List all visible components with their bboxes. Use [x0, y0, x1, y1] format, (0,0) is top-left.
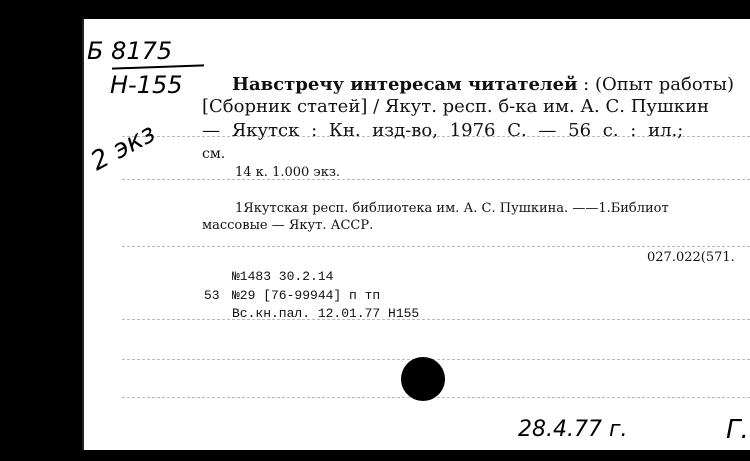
subjects: 1Якутская респ. библиотека им. А. С. Пушкина. ——1.Библиот: [235, 201, 669, 216]
card-edge: [82, 19, 84, 450]
chamber-stamp: Вс.кн.пал. 12.01.77 Н155: [232, 306, 420, 321]
rule-line: [122, 359, 750, 360]
publication: — Якутск : Кн. изд-во, 1976 С. — 56 с. : ил.;: [202, 120, 684, 141]
title: Навстречу интересам читателей: [232, 74, 578, 95]
shelf-mark-code: Н-155: [110, 71, 183, 99]
corner-mark: Г.: [726, 415, 749, 445]
rule-line: [122, 246, 750, 247]
price-run: 14 к. 1.000 экз.: [235, 165, 341, 180]
shelf-mark: Б 8175: [87, 37, 173, 65]
copies-note: 2 экз: [85, 118, 161, 177]
subjects-cont: массовые — Якут. АССР.: [202, 218, 374, 233]
order-prefix: 53: [204, 288, 220, 303]
rule-line: [122, 319, 750, 320]
order-number: №29 [76-99944] п тп: [232, 288, 381, 303]
rule-line: [122, 179, 750, 180]
subtitle: [Сборник статей] / Якут. респ. б-ка им. А. С. Пушкин: [202, 96, 709, 117]
title-rest: : (Опыт работы): [583, 74, 734, 95]
rule-line: [122, 397, 750, 398]
record-number: №1483 30.2.14: [232, 269, 334, 284]
dimensions: см.: [202, 146, 226, 162]
date-note: 28.4.77 г.: [518, 417, 628, 442]
catalog-card: [82, 19, 750, 450]
shelf-mark-underline: [112, 64, 204, 69]
classification: 027.022(571.: [647, 250, 735, 265]
title-line: [232, 74, 734, 95]
punch-hole: [401, 357, 445, 401]
